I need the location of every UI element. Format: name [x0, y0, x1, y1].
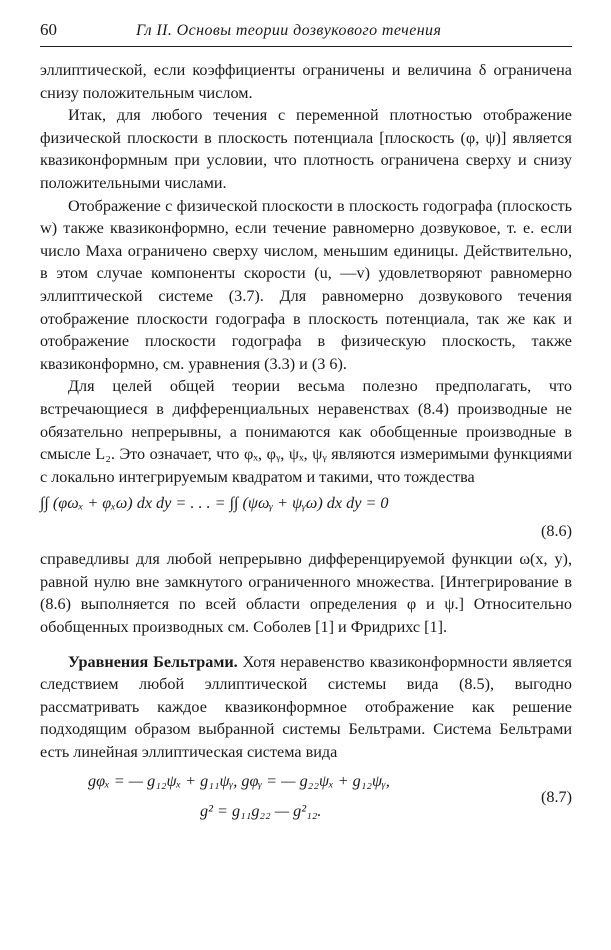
paragraph-5: справедливы для любой непрерывно дифференцируемой функции ω(x, y), равной нулю вне замкнутого ограниченного множества. [Интегрирование в (8.6) выполняется по всей области определения φ и ψ.] Относительно обобщенных производных см. Соболев [1] и Фридрихс [1].: [40, 550, 572, 637]
page: [40, 20, 572, 836]
equation-8-6-number: (8.6): [540, 522, 572, 541]
section-heading-beltrami: Уравнения Бельтрами.: [68, 652, 238, 671]
equation-8-6-body: ∫∫ (φωₓ + φₓω) dx dy = . . . = ∫∫ (ψωᵧ + ψᵧω) dx dy = 0: [40, 494, 389, 513]
paragraph-4: Для целей общей теории весьма полезно предполагать, что встречающиеся в дифференциальных неравенствах (8.4) производные не обязательно непрерывны, а понимаются как обобщенные производные в смысле L₂. Это означает, что φₓ, φᵧ, ψₓ, ψᵧ являются измеримыми функциями с локально интегрируемым квадратом и такими, что тождества: [40, 377, 572, 486]
equation-8-7-line-1: gφₓ = — g₁₂ψₓ + g₁₁ψᵧ, gφᵧ = — g₂₂ψₓ + g₁₂ψᵧ,: [88, 771, 390, 790]
page-number: 60: [40, 20, 57, 39]
paragraph-1: эллиптической, если коэффициенты ограничены и величина δ ограничена снизу положительным числом.: [40, 61, 572, 102]
equation-8-7: [40, 772, 572, 836]
running-title: Гл II. Основы теории дозвукового течения: [136, 22, 442, 39]
paragraph-6-text: Хотя неравенство квазиконформности является следствием любой эллиптической системы вида (8.5), выгодно рассматривать каждое квазиконформное отображение как решение подходящим образом выбранной системы Бельтрами. Система Бельтрами есть линейная эллиптическая система вида: [40, 652, 572, 762]
paragraph-3: Отображение с физической плоскости в плоскость годографа (плоскость w) также квазиконформно, если течение равномерно дозвуковое, т. е. если число Маха ограничено сверху числом, меньшим единицы. Действительно, в этом случае компоненты скорости (u, —v) удовлетворяют равномерно эллиптической системе (3.7). Для равномерно дозвукового течения отображение плоскости годографа в плоскость потенциала, так же как и отображение плоскости годографа в физическую плоскость, также квазиконформно, см. уравнения (3.3) и (3 6).: [40, 196, 572, 373]
equation-8-6: [40, 494, 572, 548]
equation-8-7-line-2: g² = g₁₁g₂₂ — g²₁₂.: [200, 801, 322, 820]
paragraph-2: Итак, для любого течения с переменной плотностью отображение физической плоскости в плоскость потенциала [плоскость (φ, ψ)] является квазиконформным при условии, что плотность ограничена сверху и снизу положительными числами.: [40, 106, 572, 192]
equation-8-7-number: (8.7): [540, 787, 572, 806]
running-header: [40, 20, 572, 47]
paragraph-6: [40, 651, 572, 764]
